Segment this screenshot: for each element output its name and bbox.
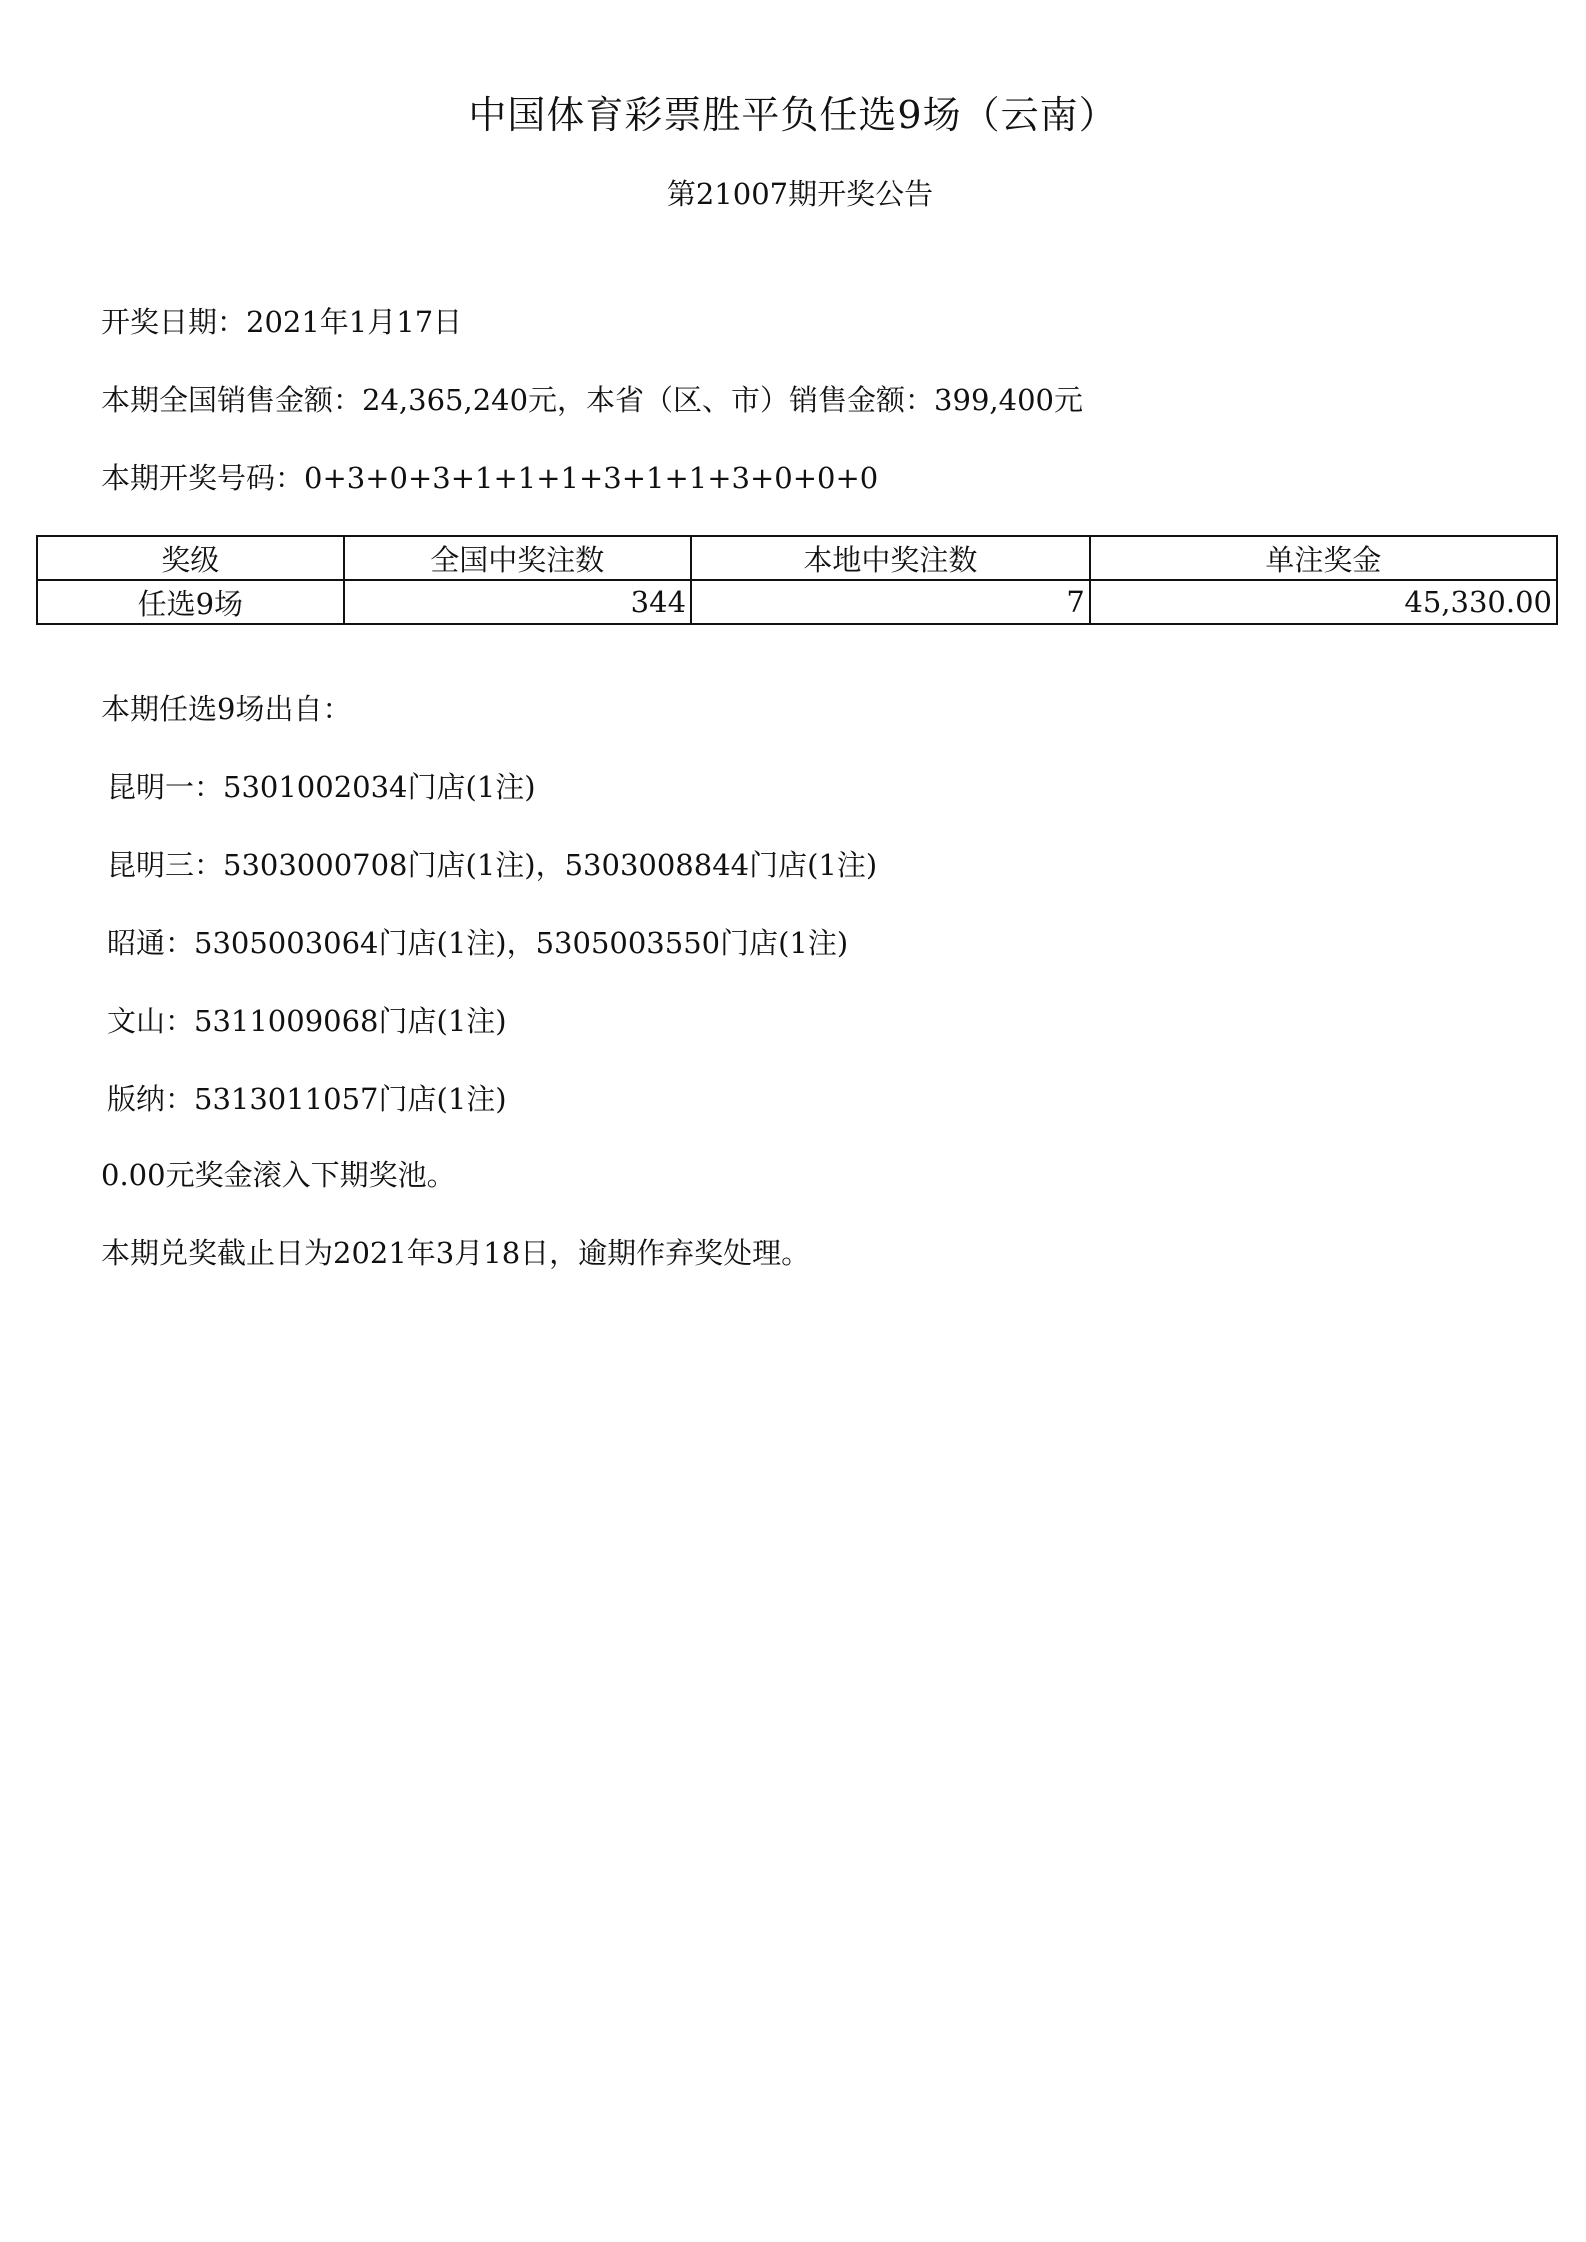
store-line-kunming-1: 昆明一：5301002034门店(1注) <box>107 770 536 804</box>
store-line-banna: 版纳：5313011057门店(1注) <box>107 1082 507 1116</box>
prize-table <box>36 535 1558 625</box>
store-line-kunming-3: 昆明三：5303000708门店(1注)，5303008844门店(1注) <box>107 848 878 882</box>
cell-local-winners: 7 <box>691 580 1090 624</box>
cell-prize-level: 任选9场 <box>37 580 344 624</box>
rollover-note: 0.00元奖金滚入下期奖池。 <box>101 1158 456 1192</box>
store-line-zhaotong: 昭通：5305003064门店(1注)，5305003550门店(1注) <box>107 926 849 960</box>
issue-subtitle: 第21007期开奖公告 <box>666 177 934 211</box>
winners-intro: 本期任选9场出自： <box>101 692 352 726</box>
header-prize-amount: 单注奖金 <box>1090 536 1557 580</box>
cell-prize-amount: 45,330.00 <box>1090 580 1557 624</box>
table-header-row <box>37 536 1557 580</box>
header-national-winners: 全国中奖注数 <box>344 536 691 580</box>
claim-deadline: 本期兑奖截止日为2021年3月18日，逾期作弃奖处理。 <box>101 1236 811 1270</box>
draw-date: 开奖日期：2021年1月17日 <box>101 305 463 339</box>
cell-national-winners: 344 <box>344 580 691 624</box>
announcement-title: 中国体育彩票胜平负任选9场（云南） <box>468 93 1118 137</box>
header-prize-level: 奖级 <box>37 536 344 580</box>
store-line-wenshan: 文山：5311009068门店(1注) <box>107 1004 507 1038</box>
header-local-winners: 本地中奖注数 <box>691 536 1090 580</box>
table-row <box>37 580 1557 624</box>
sales-amount: 本期全国销售金额：24,365,240元，本省（区、市）销售金额：399,400元 <box>101 383 1083 417</box>
winning-numbers: 本期开奖号码：0+3+0+3+1+1+1+3+1+1+3+0+0+0 <box>101 461 879 495</box>
